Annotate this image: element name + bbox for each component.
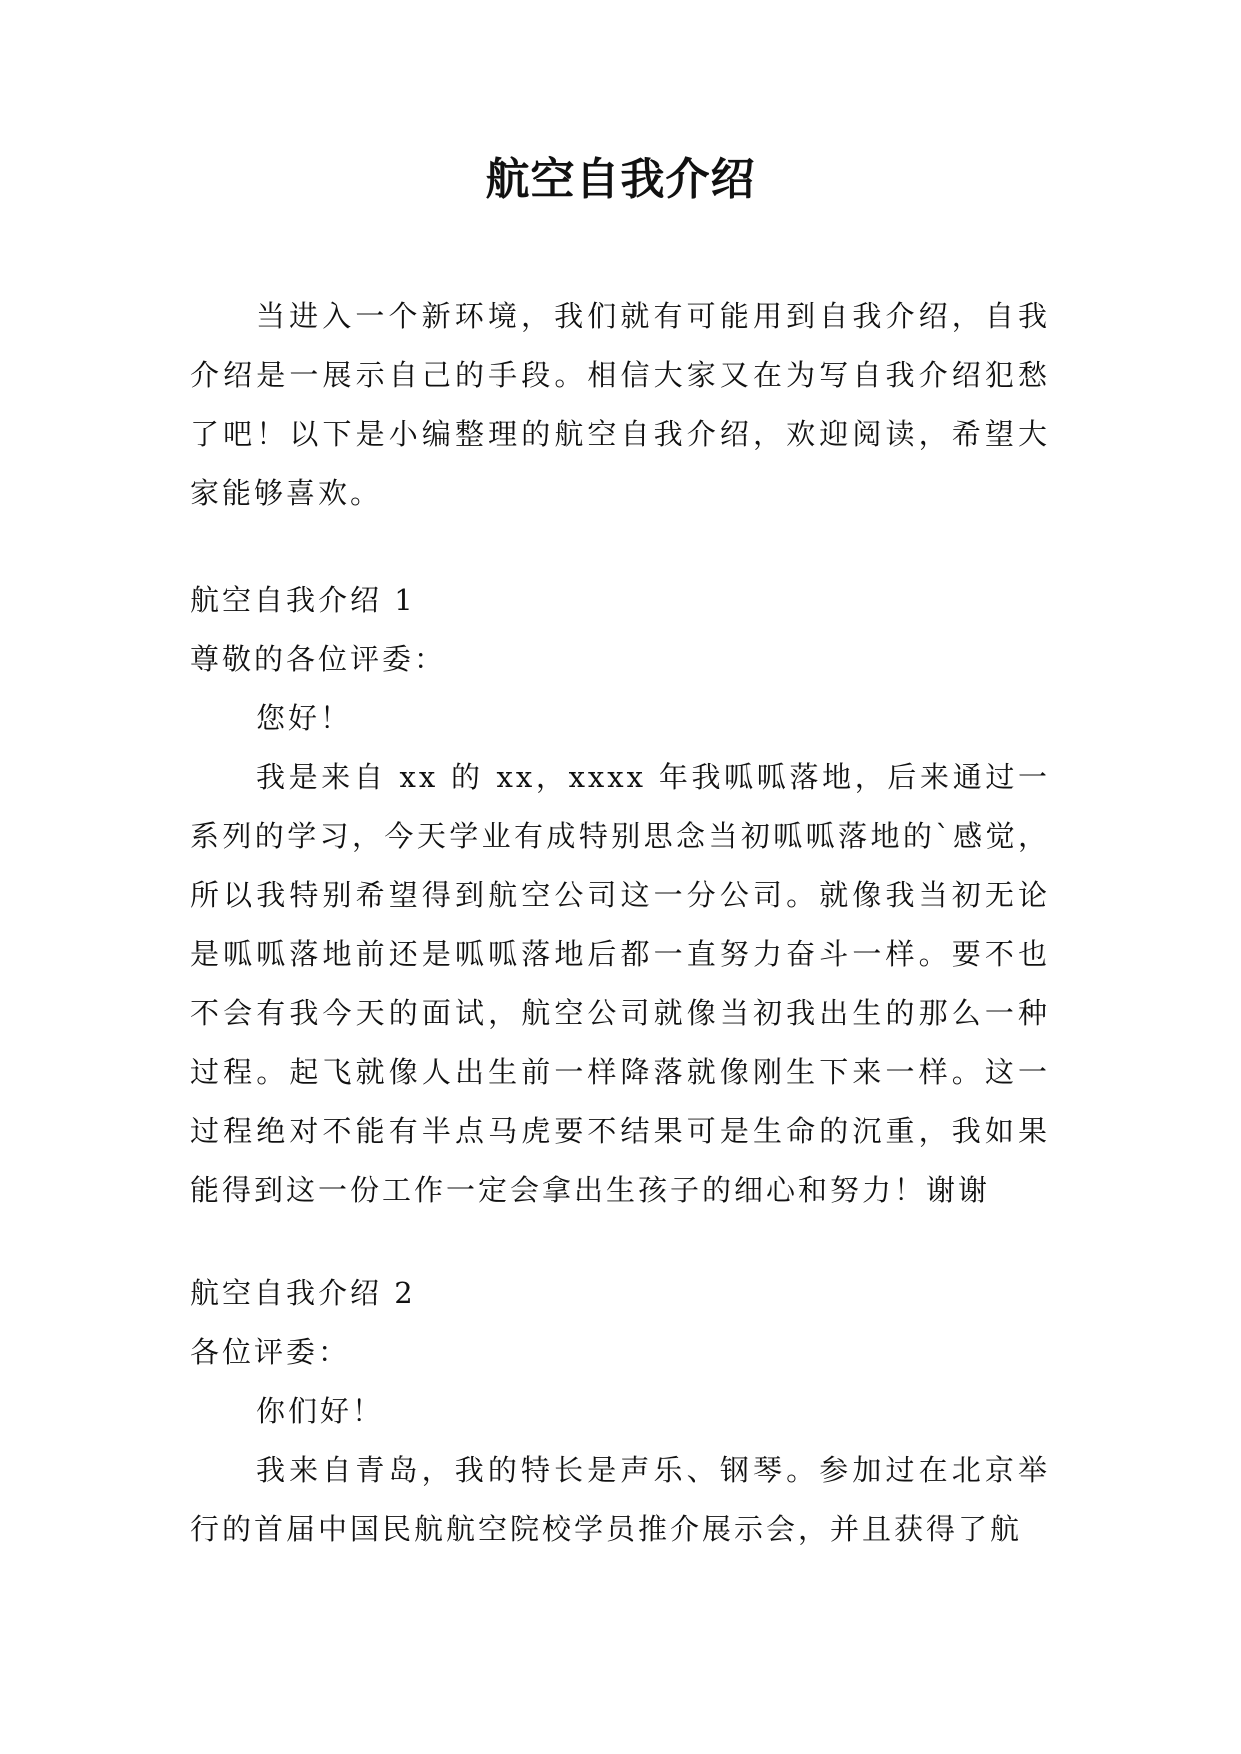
section-heading-1: 航空自我介绍 1	[190, 583, 416, 617]
intro-paragraph: 当进入一个新环境，我们就有可能用到自我介绍，自我介绍是一展示自己的手段。相信大家又在为写自我介绍犯愁了吧！以下是小编整理的航空自我介绍，欢迎阅读，希望大家能够喜欢。	[190, 299, 1050, 510]
document-title: 航空自我介绍	[485, 154, 756, 205]
document-body	[190, 287, 1050, 1559]
section-body-1: 我是来自 xx 的 xx，xxxx 年我呱呱落地，后来通过一系列的学习，今天学业有成特别思念当初呱呱落地的`感觉，所以我特别希望得到航空公司这一分公司。就像我当初无论是呱呱落地前还是呱呱落地后都一直努力奋斗一样。要不也不会有我今天的面试，航空公司就像当初我出生的那么一种过程。起飞就像人出生前一样降落就像刚生下来一样。这一过程绝对不能有半点马虎要不结果可是生命的沉重，我如果能得到这一份工作一定会拿出生孩子的细心和努力！谢谢	[190, 760, 1050, 1207]
section-salutation-1: 尊敬的各位评委：	[190, 642, 447, 676]
section-greeting-2: 你们好！	[256, 1394, 385, 1428]
section-greeting-1: 您好！	[256, 701, 353, 735]
section-heading-2: 航空自我介绍 2	[190, 1276, 416, 1310]
section-body-2: 我来自青岛，我的特长是声乐、钢琴。参加过在北京举行的首届中国民航航空院校学员推介展示会，并且获得了航	[190, 1453, 1050, 1546]
section-salutation-2: 各位评委：	[190, 1335, 351, 1369]
